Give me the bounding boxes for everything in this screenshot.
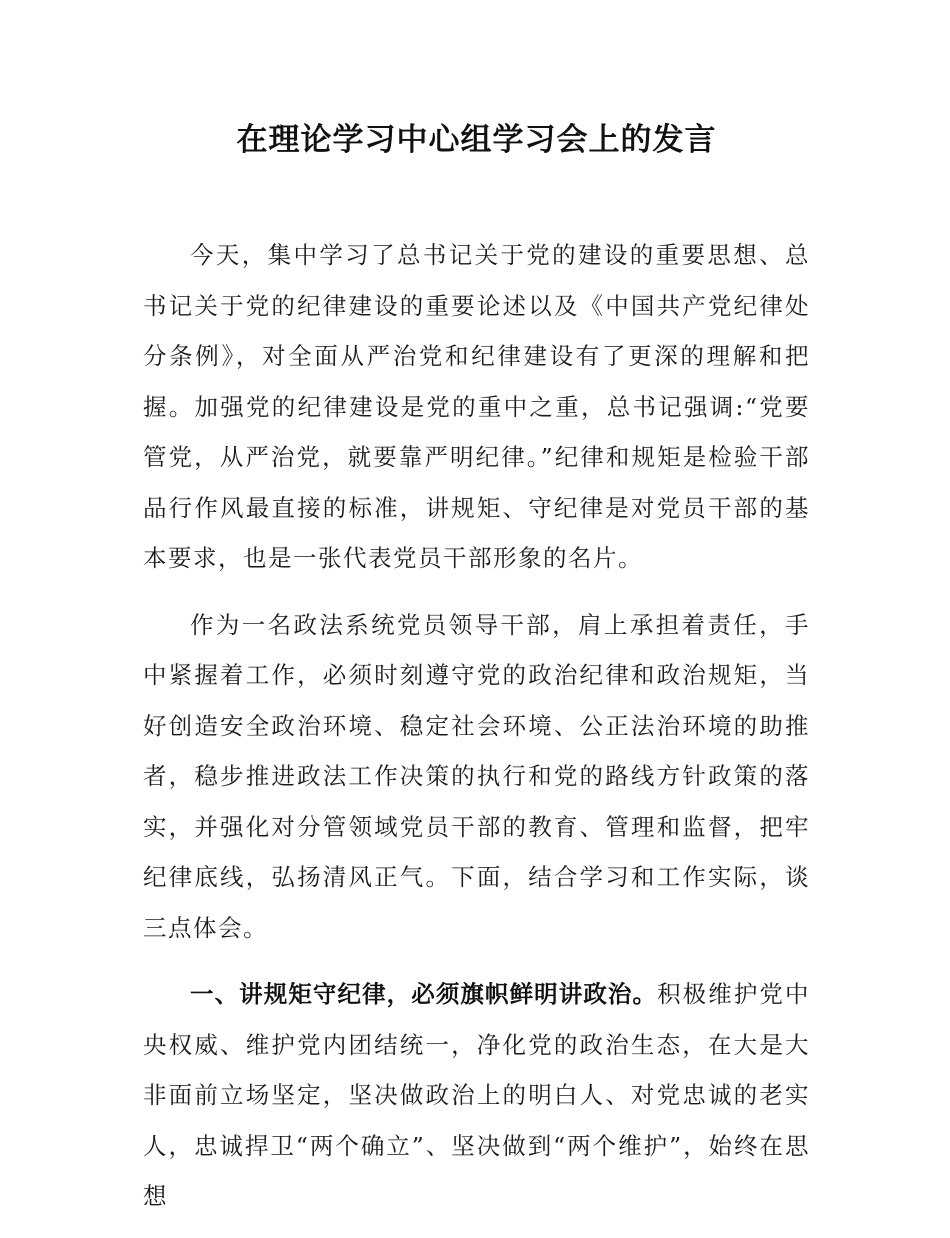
- document-title: 在理论学习中心组学习会上的发言: [236, 122, 717, 158]
- paragraph-text: 作为一名政法系统党员领导干部，肩上承担着责任，手中紧握着工作，必须时刻遵守党的政治纪律和政治规矩，当好创造安全政治环境、稳定社会环境、公正法治环境的助推者，稳步推进政法工作决策的执行和党的路线方针政策的落实，并强化对分管领域党员干部的教育、管理和监督，把牢纪律底线，弘扬清风正气。下面，结合学习和工作实际，谈三点体会。: [143, 610, 810, 942]
- section-heading-one: 一、讲规矩守纪律，必须旗帜鲜明讲政治。: [190, 980, 658, 1008]
- paragraph-role: [143, 600, 810, 954]
- paragraph-point-one: [143, 969, 810, 1222]
- paragraph-intro: [143, 230, 810, 584]
- paragraph-text: 今天，集中学习了总书记关于党的建设的重要思想、总书记关于党的纪律建设的重要论述以及《中国共产党纪律处分条例》，对全面从严治党和纪律建设有了更深的理解和把握。加强党的纪律建设是党的重中之重，总书记强调:“党要管党，从严治党，就要靠严明纪律。”纪律和规矩是检验干部品行作风最直接的标准，讲规矩、守纪律是对党员干部的基本要求，也是一张代表党员干部形象的名片。: [143, 241, 810, 572]
- paragraph-text: 积极维护党中央权威、维护党内团结统一，净化党的政治生态，在大是大非面前立场坚定，坚决做政治上的明白人、对党忠诚的老实人，忠诚捍卫“两个确立”、坚决做到“两个维护”，始终在思想: [143, 980, 811, 1210]
- document-body: [143, 230, 810, 1238]
